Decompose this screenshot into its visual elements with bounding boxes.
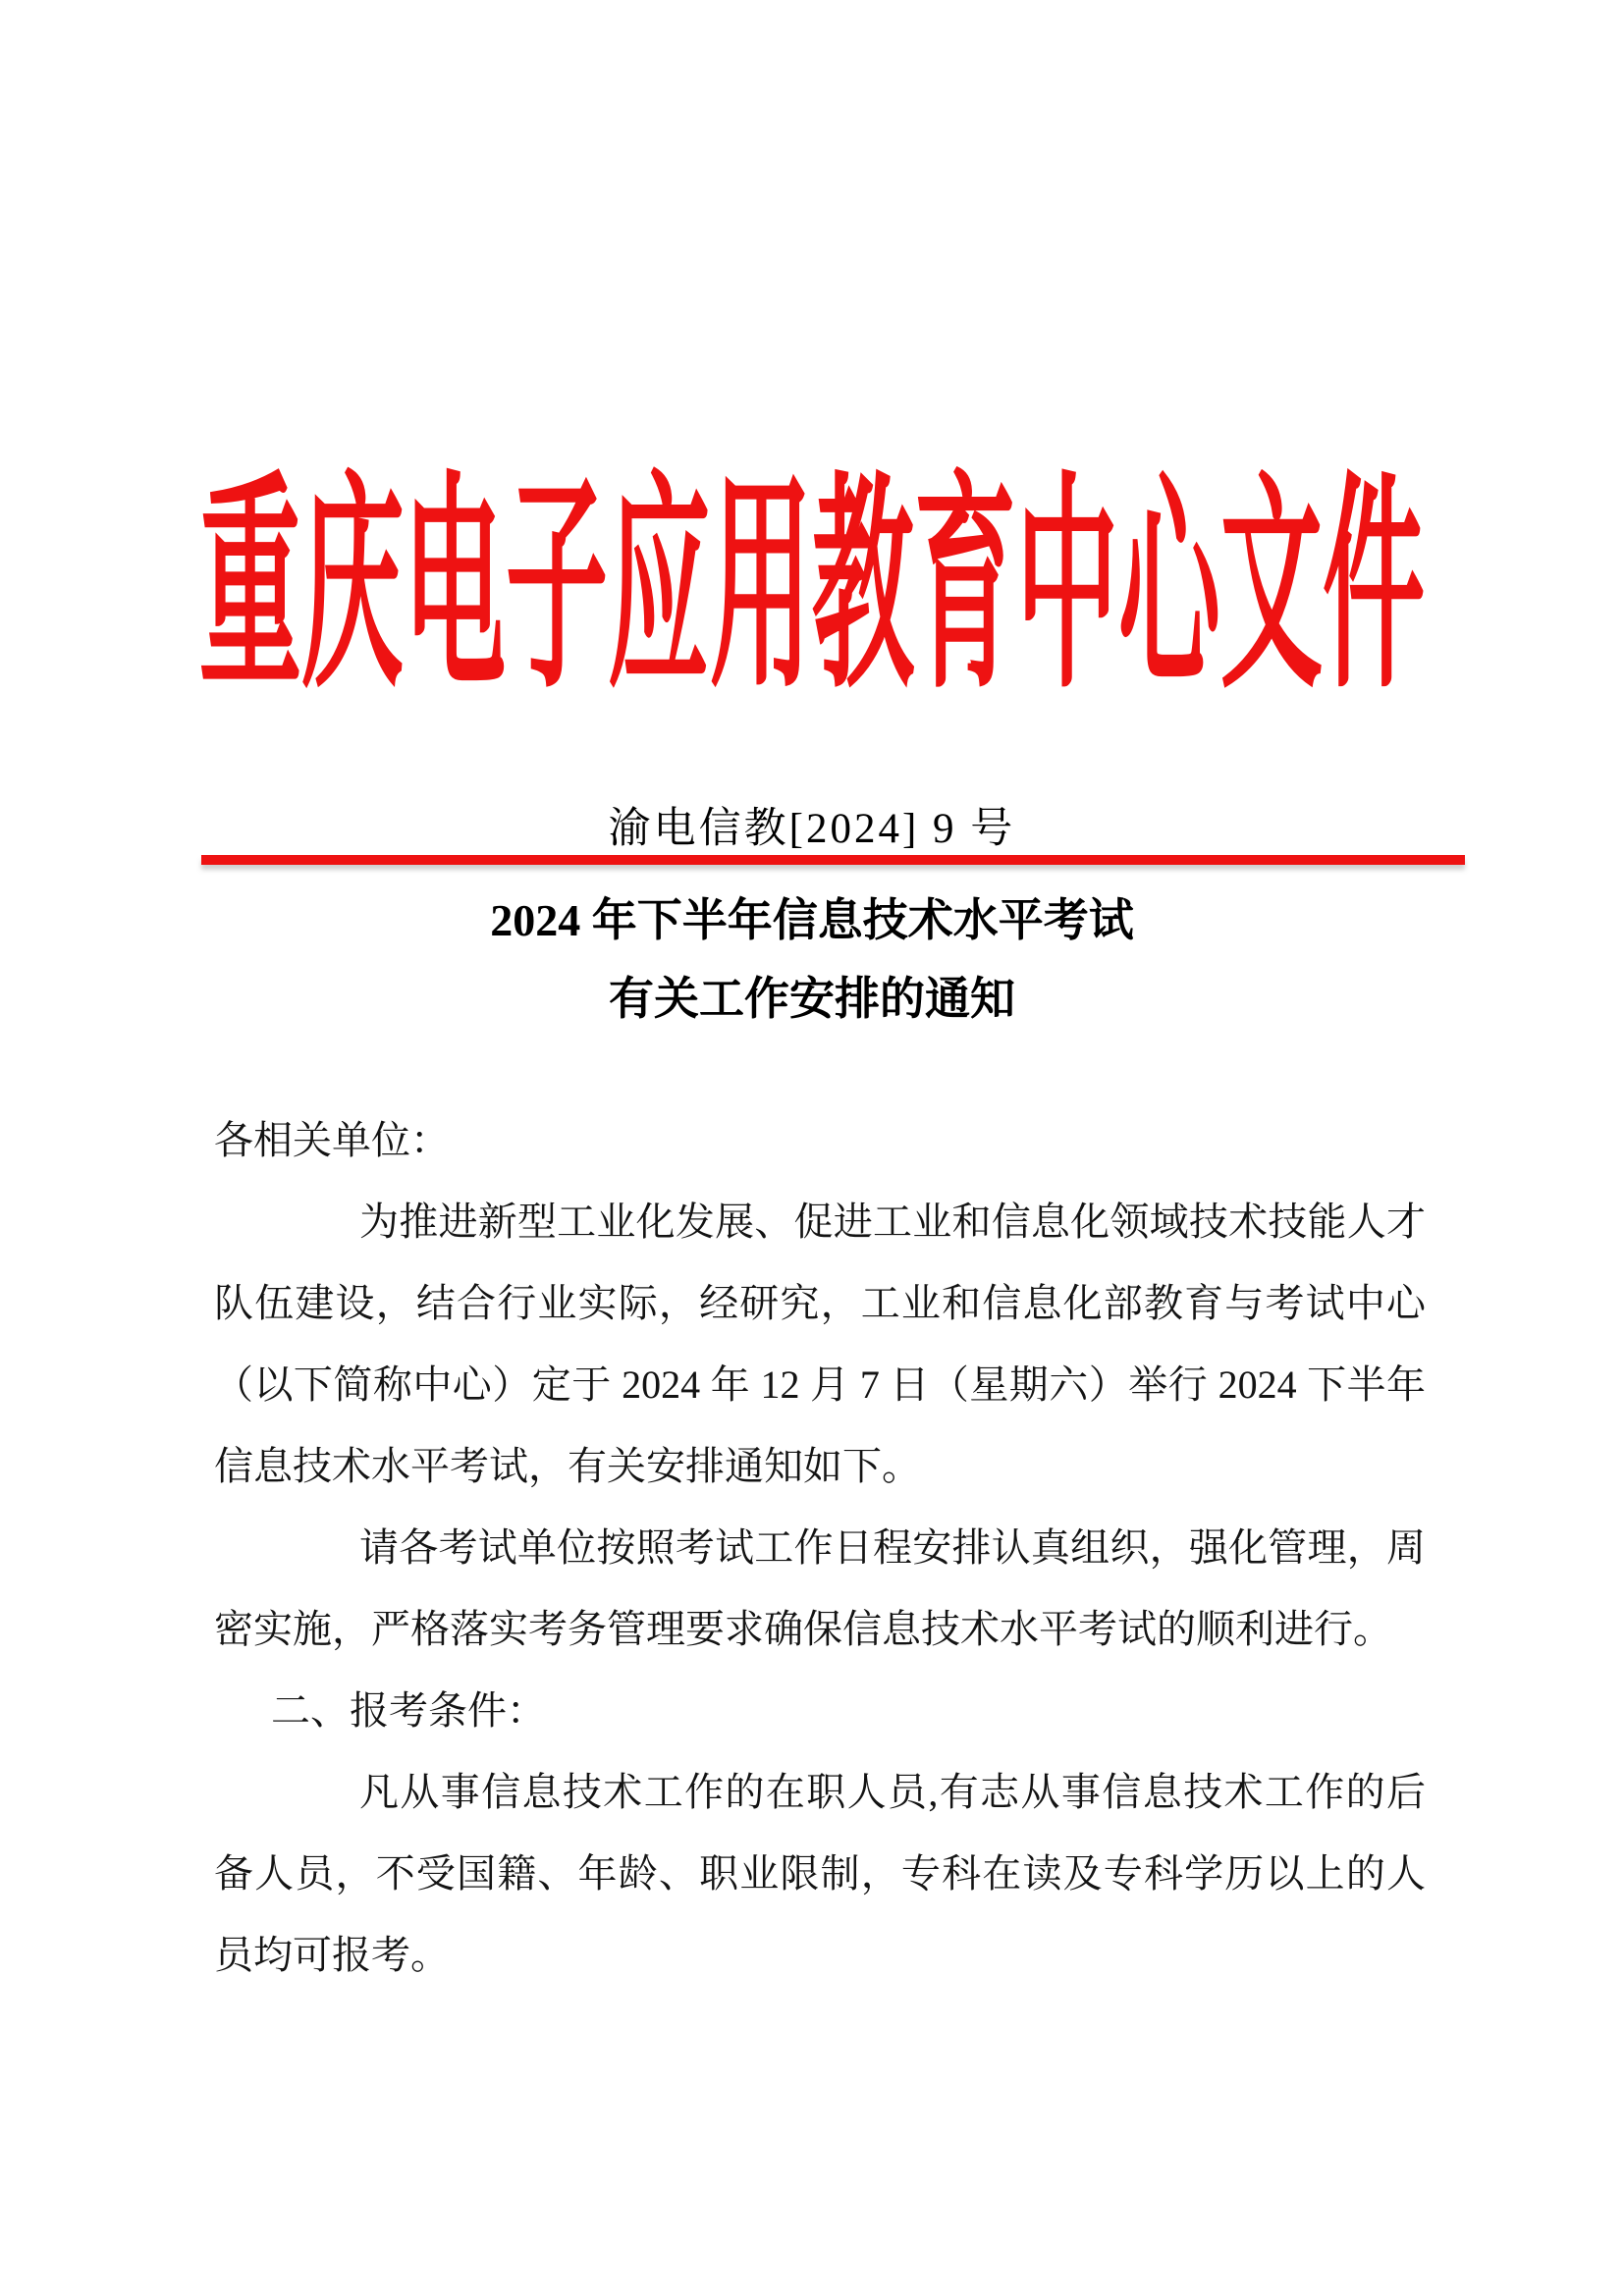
red-header-banner [0,463,1624,717]
paragraph-intro: 为推进新型工业化发展、促进工业和信息化领域技术技能人才队伍建设，结合行业实际，经研究，工业和信息化部教育与考试中心（以下简称中心）定于 2024 年 12 月 7 日（星期六）举行 2024 下半年信息技术水平考试，有关安排通知如下。 [214,1200,1426,1488]
notice-title-line2: 有关工作安排的通知 [609,974,1015,1024]
salutation: 各相关单位： [214,1118,450,1162]
document-number: 渝电信教[2024] 9 号 [608,806,1016,852]
paragraph-eligibility: 凡从事信息技术工作的在职人员,有志从事信息技术工作的后备人员，不受国籍、年龄、职业限制，专科在读及专科学历以上的人员均可报考。 [214,1770,1426,1977]
red-divider-rule [201,855,1465,865]
notice-title-line1: 2024 年下半年信息技术水平考试 [490,895,1134,945]
notice-body [214,1099,1426,1996]
paragraph-organization: 请各考试单位按照考试工作日程安排认真组织，强化管理，周密实施，严格落实考务管理要求确保信息技术水平考试的顺利进行。 [214,1525,1426,1651]
paragraph-section-heading: 二、报考条件： [271,1688,546,1733]
notice-title [0,881,1624,1039]
red-header-banner-text: 重庆电子应用教育中心文件 [198,461,1425,717]
